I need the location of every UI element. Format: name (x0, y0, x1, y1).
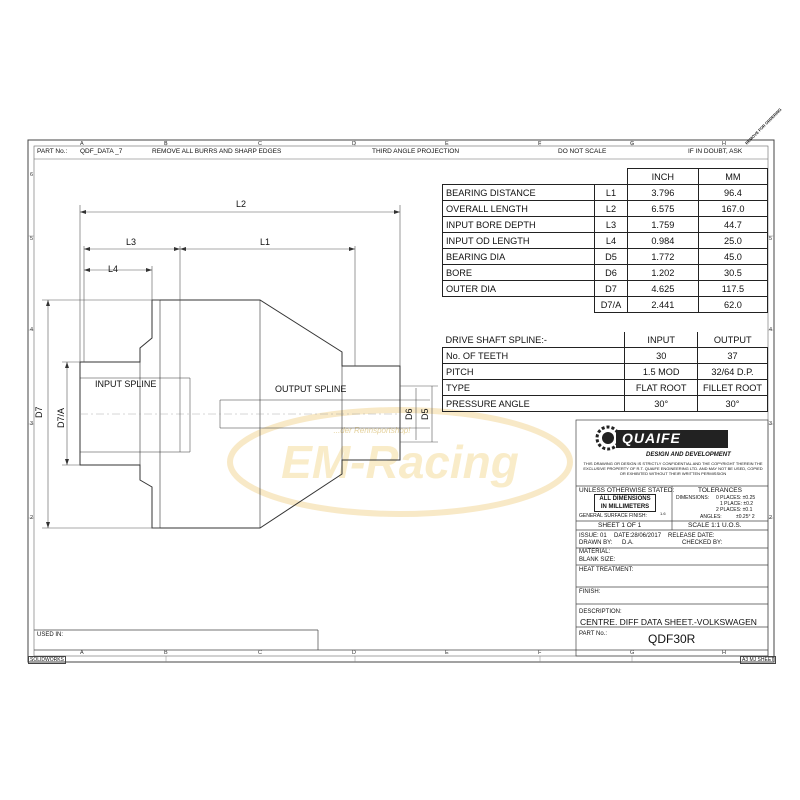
angles-value: ±0.25° 2 (736, 514, 755, 520)
dim-name: BORE (443, 265, 595, 281)
spline-output: 37 (697, 348, 767, 364)
dim-mm: 44.7 (698, 217, 767, 233)
dim-mm: 117.5 (698, 281, 767, 297)
dim-l1: L1 (260, 237, 271, 247)
dim-name: INPUT OD LENGTH (443, 233, 595, 249)
zone-4-right: 4 (769, 327, 773, 333)
col-input: INPUT (625, 332, 698, 348)
zone-f-bottom: F (538, 650, 542, 656)
dim-name: INPUT BORE DEPTH (443, 217, 595, 233)
surface-value: 1.6 (660, 511, 666, 516)
dims-label: DIMENSIONS: (676, 495, 710, 501)
zone-b-bottom: B (164, 650, 168, 656)
dim-inch: 4.625 (627, 281, 698, 297)
issue-label: ISSUE: (579, 533, 599, 539)
zone-h-bottom: H (722, 650, 726, 656)
dim-mm: 62.0 (698, 297, 767, 313)
col-output: OUTPUT (697, 332, 767, 348)
description-label: DESCRIPTION: (579, 609, 622, 615)
dim-mm: 96.4 (698, 185, 767, 201)
dim-inch: 1.202 (627, 265, 698, 281)
dim-inch: 3.796 (627, 185, 698, 201)
dim-name: OUTER DIA (443, 281, 595, 297)
dim-d5: D5 (420, 408, 430, 420)
dim-l3: L3 (126, 237, 137, 247)
zone-h: H (722, 141, 726, 147)
drawn-label: DRAWN BY: (579, 540, 613, 546)
spline-title: DRIVE SHAFT SPLINE:- (443, 332, 625, 348)
spline-name: No. OF TEETH (443, 348, 625, 364)
checked-by: CHECKED BY: (682, 540, 723, 546)
svg-text:...der Rennsportshop!: ...der Rennsportshop! (333, 426, 411, 435)
unless-stated: UNLESS OTHERWISE STATED: (579, 487, 675, 494)
blank-size-label: BLANK SIZE: (579, 557, 616, 563)
date-value: 28/06/2017 (631, 533, 662, 539)
dim-sym: D7/A (595, 297, 628, 313)
dim-mm: 30.5 (698, 265, 767, 281)
dim-name: OVERALL LENGTH (443, 201, 595, 217)
dim-d6: D6 (404, 408, 414, 420)
dim-sym: D5 (595, 249, 628, 265)
dim-d7: D7 (34, 406, 44, 418)
quaife-logo-text: QUAIFE (622, 430, 681, 446)
scale-label: SCALE 1:1 U.O.S. (688, 522, 742, 529)
zone-d: D (352, 141, 356, 147)
part-no-label: PART No.: (37, 148, 68, 155)
zone-b: B (164, 141, 168, 147)
spline-input: 30° (625, 396, 698, 412)
part-label: PART No.: (579, 631, 608, 637)
spline-input: FLAT ROOT (625, 380, 698, 396)
all-dims-2: IN MILLIMETERS (600, 504, 650, 510)
spline-name: PITCH (443, 364, 625, 380)
tol-0: 0 PLACES: ±0.25 (716, 495, 756, 501)
dim-name: BEARING DIA (443, 249, 595, 265)
spline-input: 30 (625, 348, 698, 364)
doubt-note: IF IN DOUBT, ASK (688, 148, 743, 155)
dim-inch: 1.759 (627, 217, 698, 233)
part-number: QDF30R (648, 632, 696, 646)
zone-4: 4 (30, 327, 34, 333)
confidential-note: THIS DRAWING OR DESIGN IS STRICTLY CONFIDENTIAL AND THE COPYRIGHT THEREIN THE EXCLUSIVE PROPERTY OF R.T. QUAIFE ENGINEERING LTD. AND MAY NOT BE USED, COPIED OR EXHIBITED WITHOUT THEIR WRITTEN PERMISSION (583, 461, 763, 476)
dim-sym: L3 (595, 217, 628, 233)
dim-name: BEARING DISTANCE (443, 185, 595, 201)
tol-2: 2 PLACES: ±0.1 (716, 507, 753, 513)
zone-c: C (258, 141, 262, 147)
dim-inch: 1.772 (627, 249, 698, 265)
zone-g-bottom: G (630, 650, 635, 656)
zone-5-right: 5 (769, 236, 773, 242)
issue-value: 01 (600, 533, 607, 539)
dim-mm: 167.0 (698, 201, 767, 217)
sheet-size-stamp: A3 MJ SHEET (742, 657, 775, 663)
tolerances-label: TOLERANCES (698, 487, 742, 494)
dim-inch: 0.984 (627, 233, 698, 249)
zone-3: 3 (30, 421, 34, 427)
burr-note: REMOVE ALL BURRS AND SHARP EDGES (152, 148, 282, 155)
tol-1: 1 PLACE: ±0.2 (720, 501, 754, 507)
all-dims-1: ALL DIMENSIONS (599, 496, 651, 502)
dim-l2: L2 (236, 199, 247, 209)
dim-d7a: D7/A (56, 407, 66, 428)
output-spline-label: OUTPUT SPLINE (275, 384, 347, 394)
dim-l4: L4 (108, 264, 119, 274)
projection-note: THIRD ANGLE PROJECTION (372, 148, 460, 155)
col-inch: INCH (627, 169, 698, 185)
used-in-label: USED IN: (37, 632, 64, 638)
drawn-value: D.A. (622, 540, 634, 546)
zone-2-right: 2 (769, 515, 773, 521)
dim-inch: 6.575 (627, 201, 698, 217)
zone-e-bottom: E (445, 650, 449, 656)
material-label: MATERIAL: (579, 549, 611, 555)
col-mm: MM (698, 169, 767, 185)
spline-input: 1.5 MOD (625, 364, 698, 380)
dim-sym: D6 (595, 265, 628, 281)
design-text: DESIGN AND DEVELOPMENT (646, 452, 731, 458)
part-no-value: QDF_DATA _7 (80, 148, 123, 155)
spline-name: PRESSURE ANGLE (443, 396, 625, 412)
dim-mm: 25.0 (698, 233, 767, 249)
units-box (594, 494, 656, 512)
zone-a: A (80, 141, 84, 147)
spline-name: TYPE (443, 380, 625, 396)
date-label: DATE: (614, 533, 632, 539)
surface-label: GENERAL SURFACE FINISH: (579, 513, 647, 519)
corner-stamp: REMOVE FOR ORDERING (744, 106, 783, 146)
angles-label: ANGLES: (700, 514, 722, 520)
svg-text:EM-Racing: EM-Racing (281, 436, 519, 488)
dim-sym: L2 (595, 201, 628, 217)
zone-5: 5 (30, 236, 34, 242)
spline-output: 32/64 D.P. (697, 364, 767, 380)
zone-2: 2 (30, 515, 34, 521)
spline-output: 30° (697, 396, 767, 412)
zone-c-bottom: C (258, 650, 262, 656)
finish-label: FINISH: (579, 589, 601, 595)
dim-sym: D7 (595, 281, 628, 297)
sheet-count: SHEET 1 OF 1 (598, 522, 642, 529)
zone-3-right: 3 (769, 421, 773, 427)
zone-a-bottom: A (80, 650, 84, 656)
scale-note: DO NOT SCALE (558, 148, 607, 155)
zone-6: 6 (30, 172, 34, 178)
dim-mm: 45.0 (698, 249, 767, 265)
zone-e: E (445, 141, 449, 147)
dim-sym: L1 (595, 185, 628, 201)
zone-d-bottom: D (352, 650, 356, 656)
spline-output: FILLET ROOT (697, 380, 767, 396)
zone-f: F (538, 141, 542, 147)
solidworks-stamp: SOLIDWORKS (30, 657, 64, 663)
description-value: CENTRE. DIFF DATA SHEET.-VOLKSWAGEN (580, 617, 757, 627)
dim-sym: L4 (595, 233, 628, 249)
release-date: RELEASE DATE: (668, 533, 715, 539)
heat-treatment-label: HEAT TREATMENT: (579, 567, 634, 573)
input-spline-label: INPUT SPLINE (95, 379, 157, 389)
zone-g: G (630, 141, 635, 147)
dim-inch: 2.441 (627, 297, 698, 313)
